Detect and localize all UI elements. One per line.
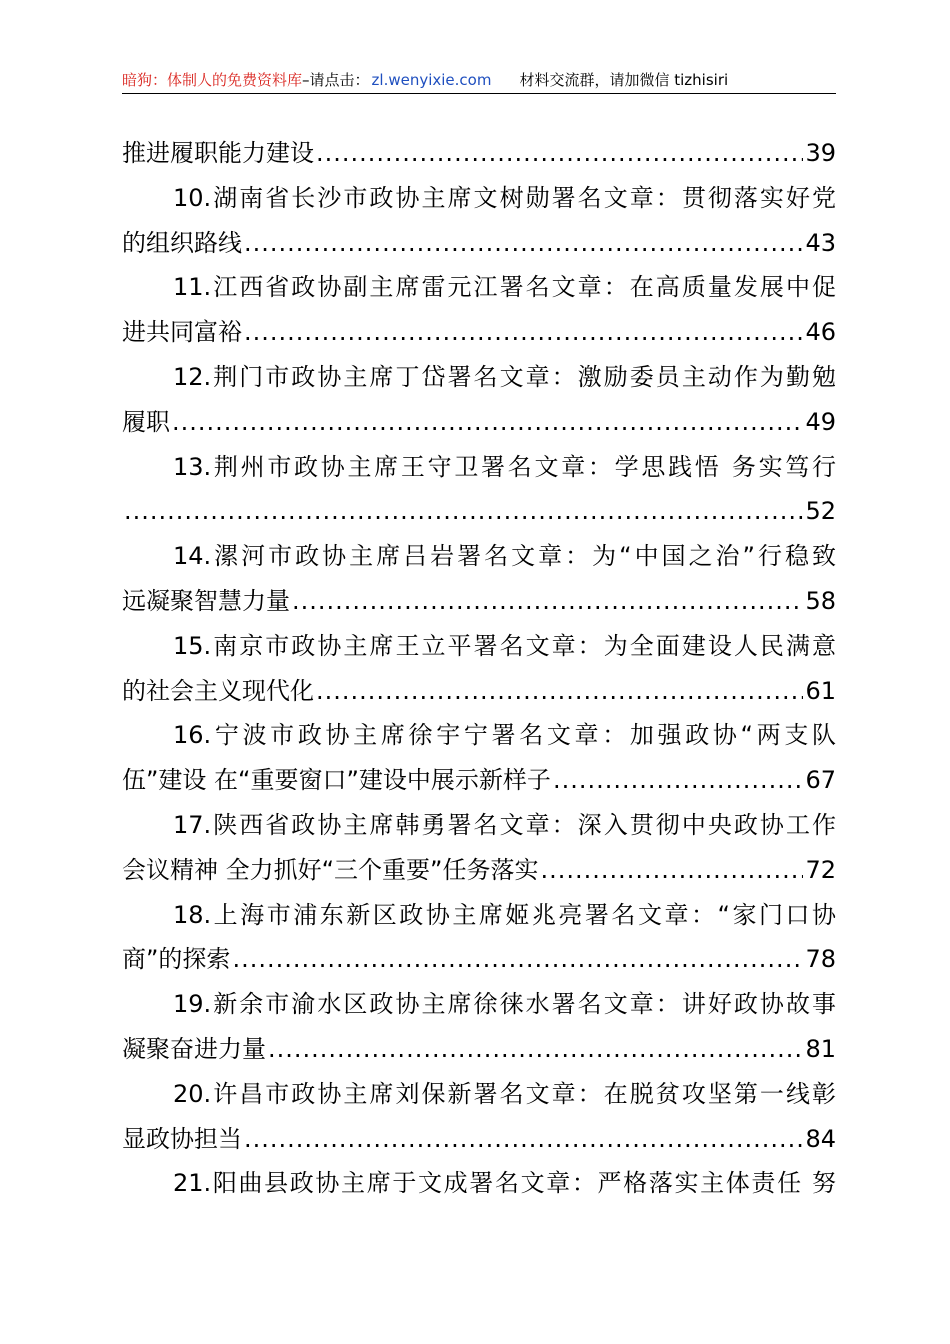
toc-leader-dots xyxy=(292,579,803,624)
toc-line xyxy=(122,848,836,893)
toc-entry-text: 推进履职能力建设 xyxy=(122,139,314,167)
toc-entry-text: 伍”建设 在“重要窗口”建设中展示新样子 xyxy=(122,766,551,795)
toc-line xyxy=(122,489,836,534)
toc-page-number: 72 xyxy=(805,855,836,884)
header-prompt-text: –请点击： xyxy=(302,71,370,89)
toc-leader-dots xyxy=(316,669,803,714)
header-url-link[interactable]: zl.wenyixie.com xyxy=(371,71,492,89)
toc-leader-dots xyxy=(553,758,804,803)
toc-entry-text: 进共同富裕 xyxy=(122,318,242,347)
toc-leader-dots xyxy=(268,1027,803,1072)
toc-entry-title: 16.宁波市政协主席徐宇宁署名文章：加强政协“两支队 xyxy=(173,721,836,750)
toc-entry-title: 11.江西省政协副主席雷元江署名文章：在高质量发展中促 xyxy=(173,273,836,302)
toc-entry-text: 会议精神 全力抓好“三个重要”任务落实 xyxy=(122,855,539,884)
page-header xyxy=(122,70,836,92)
toc-entry-title: 18.上海市浦东新区政协主席姬兆亮署名文章：“家门口协 xyxy=(173,900,836,929)
toc-leader-dots xyxy=(316,131,803,176)
toc-line xyxy=(122,131,836,176)
toc-page-number: 39 xyxy=(805,139,836,167)
toc-leader-dots xyxy=(244,1117,803,1162)
header-divider xyxy=(122,93,836,94)
toc-line xyxy=(122,579,836,624)
toc-leader-dots xyxy=(244,310,803,355)
toc-leader-dots xyxy=(232,937,803,982)
toc-entry-title: 10.湖南省长沙市政协主席文树勋署名文章：贯彻落实好党 xyxy=(173,183,836,212)
toc-entry-text: 的社会主义现代化 xyxy=(122,676,314,705)
toc-leader-dots xyxy=(124,489,803,534)
toc-line xyxy=(122,1027,836,1072)
toc-line xyxy=(122,400,836,445)
toc-entry-text: 商”的探索 xyxy=(122,945,231,974)
toc-entry-title: 14.漯河市政协主席吕岩署名文章：为“中国之治”行稳致 xyxy=(173,542,836,571)
toc-page-number: 61 xyxy=(805,676,836,705)
toc-page-number: 43 xyxy=(805,228,836,257)
toc-line xyxy=(122,1117,836,1162)
toc-page-number: 52 xyxy=(805,497,836,526)
toc-entry-title: 20.许昌市政协主席刘保新署名文章：在脱贫攻坚第一线彰 xyxy=(173,1079,836,1108)
toc-entry-text: 远凝聚智慧力量 xyxy=(122,586,290,615)
toc-leader-dots xyxy=(541,848,804,893)
toc-entry-title: 15.南京市政协主席王立平署名文章：为全面建设人民满意 xyxy=(173,631,836,660)
toc-entry-title: 12.荆门市政协主席丁岱署名文章：激励委员主动作为勤勉 xyxy=(173,362,836,391)
toc-page-number: 81 xyxy=(805,1034,836,1063)
toc-page-number: 58 xyxy=(805,586,836,615)
toc-page-number: 67 xyxy=(805,766,836,795)
toc-page-number: 46 xyxy=(805,318,836,347)
toc-entry-text: 显政协担当 xyxy=(122,1124,242,1153)
toc-line xyxy=(122,310,836,355)
toc-entry-title: 17.陕西省政协主席韩勇署名文章：深入贯彻中央政协工作 xyxy=(173,810,836,839)
toc-page-number: 84 xyxy=(805,1124,836,1153)
toc-entry-title: 13.荆州市政协主席王守卫署名文章：学思践悟 务实笃行 xyxy=(173,452,836,481)
toc-leader-dots xyxy=(172,400,803,445)
toc-line xyxy=(122,758,836,803)
toc-entry-title: 19.新余市渝水区政协主席徐徕水署名文章：讲好政协故事 xyxy=(173,990,836,1019)
header-brand-text: 暗狗：体制人的免费资料库 xyxy=(122,71,303,89)
table-of-contents xyxy=(122,131,836,1206)
toc-entry-title: 21.阳曲县政协主席于文成署名文章：严格落实主体责任 努 xyxy=(173,1169,836,1198)
toc-entry-text: 的组织路线 xyxy=(122,228,242,257)
toc-line xyxy=(122,937,836,982)
toc-page-number: 49 xyxy=(805,407,836,436)
header-group-text: 材料交流群，请加微信 tizhisiri xyxy=(519,71,729,89)
toc-entry-text: 凝聚奋进力量 xyxy=(122,1034,266,1063)
toc-line xyxy=(122,221,836,266)
toc-leader-dots xyxy=(244,221,803,266)
toc-page-number: 78 xyxy=(805,945,836,974)
toc-entry-text: 履职 xyxy=(122,407,170,436)
toc-line xyxy=(122,669,836,714)
